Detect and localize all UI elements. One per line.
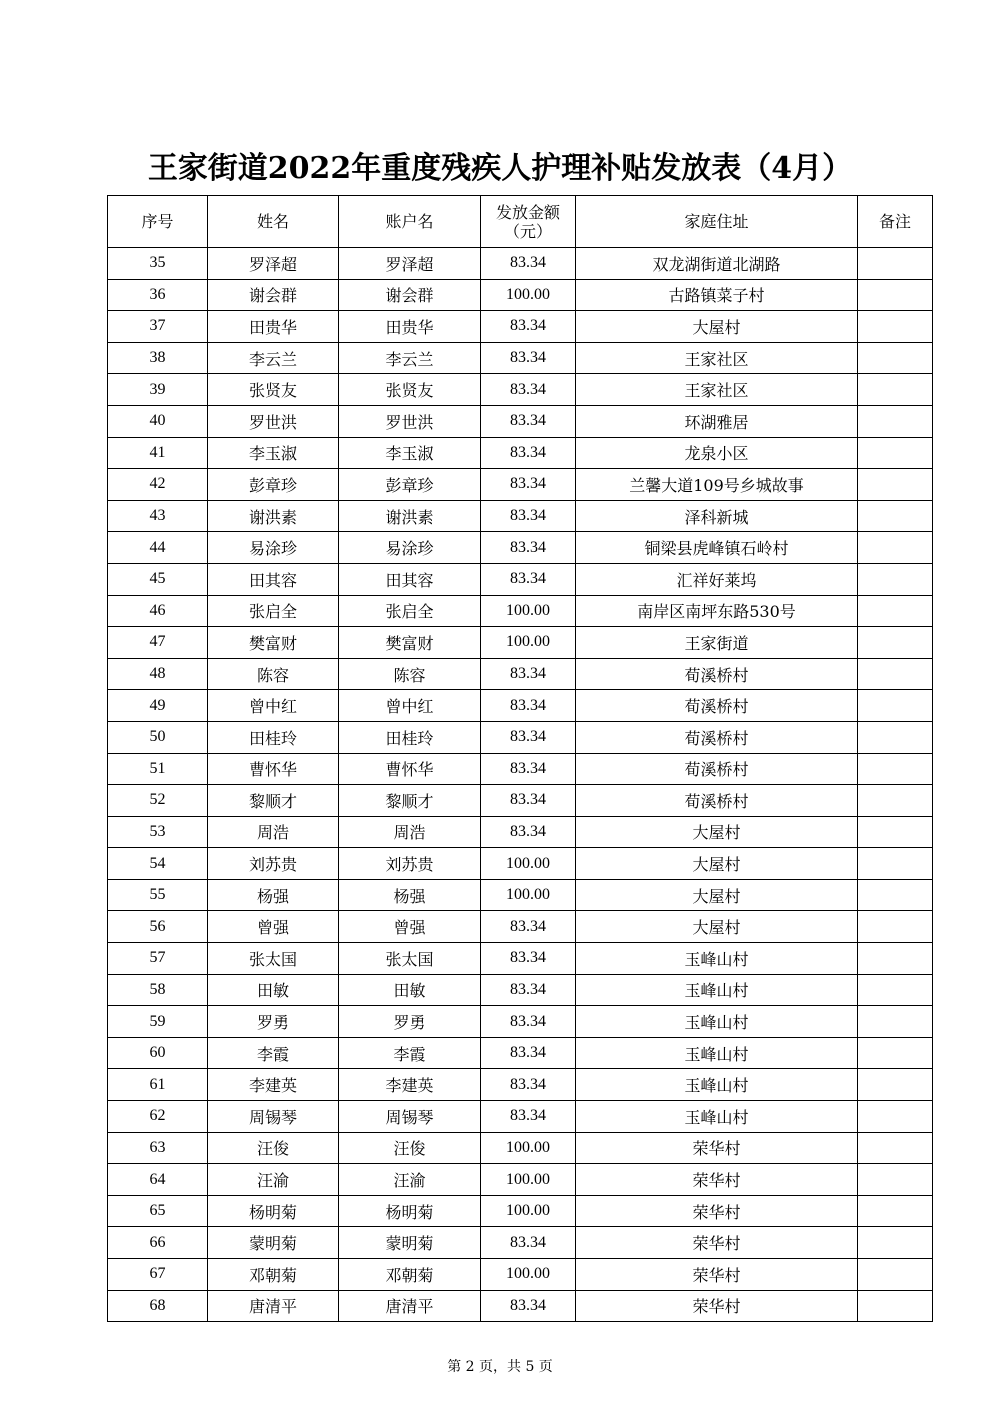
header-account: 账户名 — [339, 196, 481, 248]
cell-index: 39 — [108, 374, 208, 406]
cell-account: 罗勇 — [339, 1006, 481, 1038]
cell-remark — [858, 311, 933, 343]
table-row — [108, 469, 933, 501]
cell-index: 49 — [108, 690, 208, 722]
table-row — [108, 563, 933, 595]
cell-name: 樊富财 — [208, 627, 339, 659]
cell-account: 谢会群 — [339, 279, 481, 311]
header-remark: 备注 — [858, 196, 933, 248]
cell-address: 玉峰山村 — [576, 1037, 858, 1069]
header-index: 序号 — [108, 196, 208, 248]
cell-index: 51 — [108, 753, 208, 785]
table-row — [108, 1037, 933, 1069]
cell-index: 68 — [108, 1290, 208, 1322]
table-row — [108, 1006, 933, 1038]
cell-index: 55 — [108, 879, 208, 911]
cell-amount: 83.34 — [481, 342, 576, 374]
table-row — [108, 279, 933, 311]
cell-remark — [858, 1037, 933, 1069]
table-row — [108, 1164, 933, 1196]
cell-index: 52 — [108, 785, 208, 817]
header-amount-line2: （元） — [503, 221, 552, 241]
cell-remark — [858, 627, 933, 659]
table-row — [108, 1101, 933, 1133]
cell-address: 玉峰山村 — [576, 1069, 858, 1101]
cell-name: 李云兰 — [208, 342, 339, 374]
cell-address: 双龙湖街道北湖路 — [576, 248, 858, 280]
cell-name: 谢会群 — [208, 279, 339, 311]
cell-index: 37 — [108, 311, 208, 343]
cell-remark — [858, 753, 933, 785]
cell-amount: 83.34 — [481, 1037, 576, 1069]
cell-name: 罗泽超 — [208, 248, 339, 280]
cell-address: 玉峰山村 — [576, 974, 858, 1006]
cell-account: 田贵华 — [339, 311, 481, 343]
cell-index: 61 — [108, 1069, 208, 1101]
cell-amount: 83.34 — [481, 943, 576, 975]
cell-address: 汇祥好莱坞 — [576, 563, 858, 595]
cell-amount: 83.34 — [481, 816, 576, 848]
table-row — [108, 500, 933, 532]
cell-account: 蒙明菊 — [339, 1227, 481, 1259]
cell-remark — [858, 911, 933, 943]
cell-remark — [858, 595, 933, 627]
cell-amount: 83.34 — [481, 911, 576, 943]
cell-address: 荣华村 — [576, 1259, 858, 1291]
cell-index: 40 — [108, 405, 208, 437]
cell-remark — [858, 658, 933, 690]
table-row — [108, 1290, 933, 1322]
cell-amount: 100.00 — [481, 848, 576, 880]
cell-name: 曾中红 — [208, 690, 339, 722]
cell-name: 罗世洪 — [208, 405, 339, 437]
cell-amount: 83.34 — [481, 1227, 576, 1259]
cell-remark — [858, 1132, 933, 1164]
cell-index: 53 — [108, 816, 208, 848]
cell-address: 大屋村 — [576, 879, 858, 911]
cell-address: 荣华村 — [576, 1132, 858, 1164]
cell-account: 张启全 — [339, 595, 481, 627]
table-row — [108, 879, 933, 911]
cell-amount: 83.34 — [481, 1069, 576, 1101]
cell-name: 刘苏贵 — [208, 848, 339, 880]
cell-address: 荣华村 — [576, 1164, 858, 1196]
cell-index: 65 — [108, 1195, 208, 1227]
cell-index: 44 — [108, 532, 208, 564]
page-footer: 第 2 页，共 5 页 — [447, 1359, 553, 1375]
cell-amount: 100.00 — [481, 595, 576, 627]
cell-name: 黎顺才 — [208, 785, 339, 817]
cell-name: 周浩 — [208, 816, 339, 848]
cell-remark — [858, 1259, 933, 1291]
cell-account: 曾强 — [339, 911, 481, 943]
cell-amount: 100.00 — [481, 627, 576, 659]
cell-index: 59 — [108, 1006, 208, 1038]
cell-account: 杨明菊 — [339, 1195, 481, 1227]
cell-address: 大屋村 — [576, 848, 858, 880]
cell-remark — [858, 690, 933, 722]
header-address: 家庭住址 — [576, 196, 858, 248]
cell-name: 张太国 — [208, 943, 339, 975]
cell-index: 43 — [108, 500, 208, 532]
cell-amount: 100.00 — [481, 1195, 576, 1227]
cell-remark — [858, 563, 933, 595]
cell-index: 48 — [108, 658, 208, 690]
cell-account: 张贤友 — [339, 374, 481, 406]
cell-remark — [858, 248, 933, 280]
cell-address: 王家社区 — [576, 342, 858, 374]
cell-amount: 83.34 — [481, 753, 576, 785]
cell-amount: 100.00 — [481, 279, 576, 311]
table-row — [108, 342, 933, 374]
cell-remark — [858, 437, 933, 469]
cell-name: 汪渝 — [208, 1164, 339, 1196]
cell-name: 杨强 — [208, 879, 339, 911]
table-row — [108, 1195, 933, 1227]
cell-index: 64 — [108, 1164, 208, 1196]
cell-account: 张太国 — [339, 943, 481, 975]
cell-account: 李建英 — [339, 1069, 481, 1101]
cell-address: 荣华村 — [576, 1290, 858, 1322]
cell-name: 蒙明菊 — [208, 1227, 339, 1259]
cell-address: 玉峰山村 — [576, 1006, 858, 1038]
cell-address: 王家街道 — [576, 627, 858, 659]
cell-amount: 83.34 — [481, 785, 576, 817]
table-row — [108, 911, 933, 943]
cell-remark — [858, 1069, 933, 1101]
cell-remark — [858, 374, 933, 406]
cell-amount: 83.34 — [481, 690, 576, 722]
table-row — [108, 658, 933, 690]
cell-address: 古路镇菜子村 — [576, 279, 858, 311]
cell-address: 南岸区南坪东路530号 — [576, 595, 858, 627]
cell-name: 张贤友 — [208, 374, 339, 406]
cell-amount: 100.00 — [481, 879, 576, 911]
cell-account: 樊富财 — [339, 627, 481, 659]
cell-address: 荀溪桥村 — [576, 721, 858, 753]
page-title: 王家街道2022年重度残疾人护理补贴发放表（4月） — [147, 151, 853, 186]
cell-index: 35 — [108, 248, 208, 280]
cell-index: 36 — [108, 279, 208, 311]
cell-remark — [858, 1164, 933, 1196]
cell-amount: 83.34 — [481, 563, 576, 595]
table-row — [108, 437, 933, 469]
cell-remark — [858, 1101, 933, 1133]
cell-name: 易涂珍 — [208, 532, 339, 564]
cell-address: 大屋村 — [576, 311, 858, 343]
cell-remark — [858, 279, 933, 311]
cell-account: 田敏 — [339, 974, 481, 1006]
cell-remark — [858, 785, 933, 817]
cell-address: 泽科新城 — [576, 500, 858, 532]
header-name: 姓名 — [208, 196, 339, 248]
cell-index: 47 — [108, 627, 208, 659]
cell-index: 62 — [108, 1101, 208, 1133]
cell-remark — [858, 848, 933, 880]
cell-name: 李玉淑 — [208, 437, 339, 469]
cell-remark — [858, 1227, 933, 1259]
cell-amount: 83.34 — [481, 248, 576, 280]
cell-index: 46 — [108, 595, 208, 627]
cell-name: 彭章珍 — [208, 469, 339, 501]
cell-name: 田敏 — [208, 974, 339, 1006]
cell-index: 41 — [108, 437, 208, 469]
cell-index: 38 — [108, 342, 208, 374]
cell-remark — [858, 879, 933, 911]
cell-account: 田其容 — [339, 563, 481, 595]
cell-index: 66 — [108, 1227, 208, 1259]
cell-address: 荣华村 — [576, 1227, 858, 1259]
cell-amount: 83.34 — [481, 1290, 576, 1322]
cell-remark — [858, 721, 933, 753]
table-row — [108, 785, 933, 817]
cell-index: 42 — [108, 469, 208, 501]
cell-name: 唐清平 — [208, 1290, 339, 1322]
cell-amount: 100.00 — [481, 1259, 576, 1291]
table-row — [108, 1069, 933, 1101]
cell-address: 龙泉小区 — [576, 437, 858, 469]
cell-name: 田贵华 — [208, 311, 339, 343]
cell-address: 大屋村 — [576, 816, 858, 848]
cell-address: 兰馨大道109号乡城故事 — [576, 469, 858, 501]
cell-amount: 100.00 — [481, 1132, 576, 1164]
table-row — [108, 1227, 933, 1259]
cell-name: 杨明菊 — [208, 1195, 339, 1227]
cell-remark — [858, 1006, 933, 1038]
cell-name: 谢洪素 — [208, 500, 339, 532]
cell-name: 张启全 — [208, 595, 339, 627]
cell-remark — [858, 974, 933, 1006]
cell-address: 荣华村 — [576, 1195, 858, 1227]
table-row — [108, 311, 933, 343]
cell-index: 58 — [108, 974, 208, 1006]
cell-account: 罗泽超 — [339, 248, 481, 280]
cell-account: 汪俊 — [339, 1132, 481, 1164]
cell-remark — [858, 1195, 933, 1227]
table-row — [108, 943, 933, 975]
cell-account: 彭章珍 — [339, 469, 481, 501]
cell-account: 谢洪素 — [339, 500, 481, 532]
cell-account: 罗世洪 — [339, 405, 481, 437]
table-row — [108, 248, 933, 280]
cell-index: 60 — [108, 1037, 208, 1069]
table-row — [108, 595, 933, 627]
cell-account: 唐清平 — [339, 1290, 481, 1322]
cell-remark — [858, 943, 933, 975]
cell-index: 56 — [108, 911, 208, 943]
cell-address: 荀溪桥村 — [576, 690, 858, 722]
cell-amount: 83.34 — [481, 1101, 576, 1133]
cell-index: 67 — [108, 1259, 208, 1291]
cell-index: 45 — [108, 563, 208, 595]
cell-amount: 83.34 — [481, 532, 576, 564]
table-row — [108, 532, 933, 564]
cell-remark — [858, 405, 933, 437]
cell-account: 周锡琴 — [339, 1101, 481, 1133]
cell-name: 曹怀华 — [208, 753, 339, 785]
cell-amount: 83.34 — [481, 437, 576, 469]
table-row — [108, 405, 933, 437]
cell-amount: 83.34 — [481, 658, 576, 690]
cell-name: 周锡琴 — [208, 1101, 339, 1133]
cell-index: 57 — [108, 943, 208, 975]
cell-account: 陈容 — [339, 658, 481, 690]
cell-name: 曾强 — [208, 911, 339, 943]
cell-remark — [858, 500, 933, 532]
cell-address: 荀溪桥村 — [576, 658, 858, 690]
cell-index: 54 — [108, 848, 208, 880]
cell-address: 荀溪桥村 — [576, 753, 858, 785]
table-row — [108, 1259, 933, 1291]
cell-amount: 83.34 — [481, 469, 576, 501]
cell-address: 玉峰山村 — [576, 943, 858, 975]
cell-account: 田桂玲 — [339, 721, 481, 753]
cell-amount: 83.34 — [481, 974, 576, 1006]
cell-address: 大屋村 — [576, 911, 858, 943]
table-row — [108, 721, 933, 753]
cell-account: 李云兰 — [339, 342, 481, 374]
header-amount — [481, 196, 576, 248]
cell-amount: 83.34 — [481, 405, 576, 437]
cell-name: 田桂玲 — [208, 721, 339, 753]
cell-amount: 83.34 — [481, 374, 576, 406]
cell-remark — [858, 816, 933, 848]
cell-name: 罗勇 — [208, 1006, 339, 1038]
cell-account: 李霞 — [339, 1037, 481, 1069]
cell-account: 曹怀华 — [339, 753, 481, 785]
cell-account: 汪渝 — [339, 1164, 481, 1196]
table-header-row — [108, 196, 933, 248]
table-row — [108, 374, 933, 406]
cell-address: 铜梁县虎峰镇石岭村 — [576, 532, 858, 564]
cell-name: 李建英 — [208, 1069, 339, 1101]
cell-remark — [858, 1290, 933, 1322]
cell-account: 刘苏贵 — [339, 848, 481, 880]
table-body — [108, 248, 933, 1322]
cell-remark — [858, 532, 933, 564]
table-row — [108, 1132, 933, 1164]
cell-amount: 100.00 — [481, 1164, 576, 1196]
cell-account: 易涂珍 — [339, 532, 481, 564]
table-row — [108, 690, 933, 722]
cell-name: 田其容 — [208, 563, 339, 595]
table-row — [108, 848, 933, 880]
cell-account: 李玉淑 — [339, 437, 481, 469]
cell-remark — [858, 342, 933, 374]
cell-name: 李霞 — [208, 1037, 339, 1069]
cell-address: 环湖雅居 — [576, 405, 858, 437]
cell-account: 曾中红 — [339, 690, 481, 722]
header-amount-line1: 发放金额 — [495, 202, 560, 222]
cell-amount: 83.34 — [481, 1006, 576, 1038]
cell-amount: 83.34 — [481, 311, 576, 343]
table-row — [108, 753, 933, 785]
table-row — [108, 627, 933, 659]
cell-address: 玉峰山村 — [576, 1101, 858, 1133]
cell-index: 63 — [108, 1132, 208, 1164]
cell-address: 王家社区 — [576, 374, 858, 406]
cell-remark — [858, 469, 933, 501]
cell-name: 汪俊 — [208, 1132, 339, 1164]
cell-account: 邓朝菊 — [339, 1259, 481, 1291]
subsidy-table — [107, 195, 933, 1322]
cell-account: 黎顺才 — [339, 785, 481, 817]
cell-name: 邓朝菊 — [208, 1259, 339, 1291]
cell-amount: 83.34 — [481, 500, 576, 532]
cell-account: 杨强 — [339, 879, 481, 911]
cell-address: 荀溪桥村 — [576, 785, 858, 817]
table-row — [108, 974, 933, 1006]
cell-account: 周浩 — [339, 816, 481, 848]
cell-index: 50 — [108, 721, 208, 753]
table-row — [108, 816, 933, 848]
cell-name: 陈容 — [208, 658, 339, 690]
cell-amount: 83.34 — [481, 721, 576, 753]
